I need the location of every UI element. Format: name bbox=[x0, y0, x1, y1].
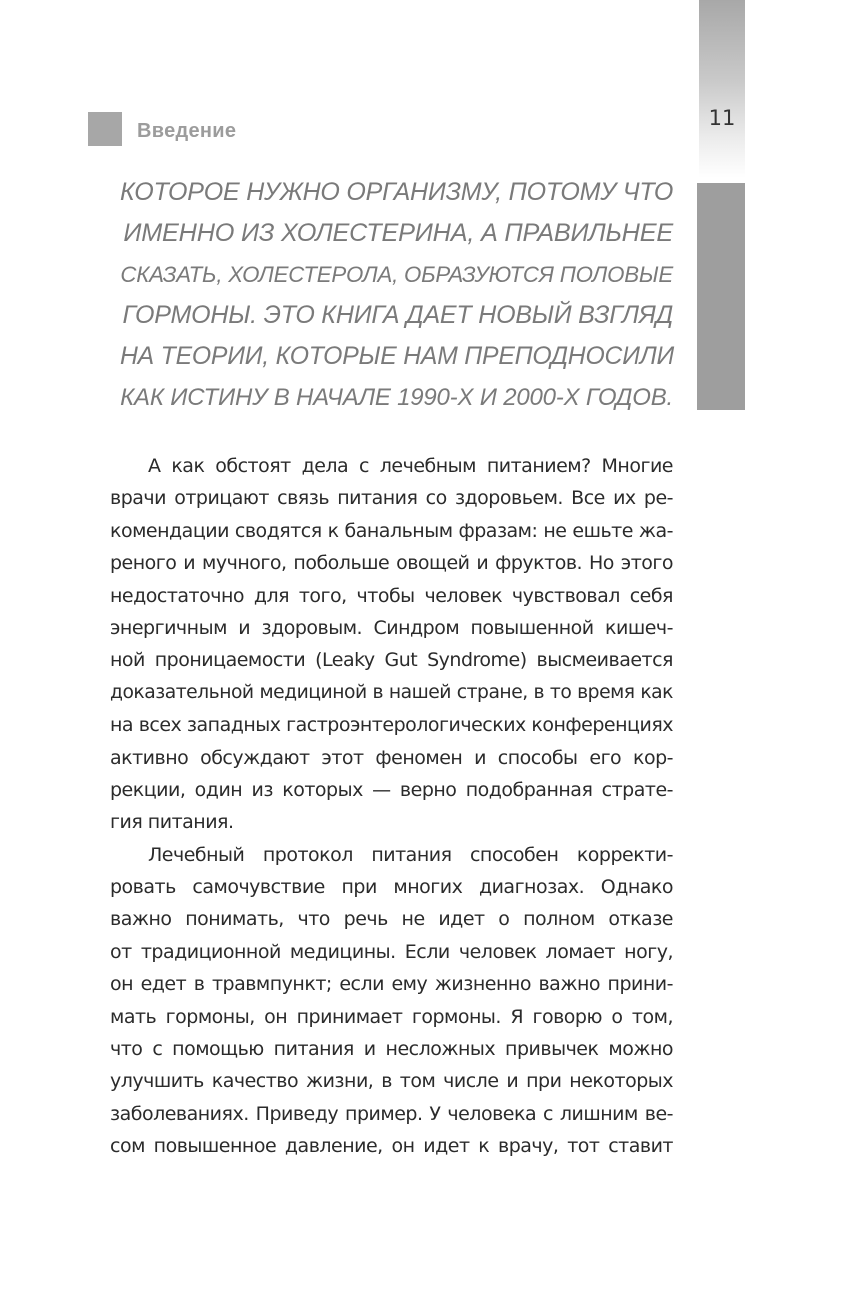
paragraph-2-line: он едет в травмпункт; если ему жизненно важно прини- bbox=[110, 973, 673, 996]
quote-line: ГОРМОНЫ. ЭТО КНИГА ДАЕТ НОВЫЙ ВЗГЛЯД bbox=[122, 301, 673, 329]
paragraph-2-line: сом повышенное давление, он идет к врачу, тот ставит bbox=[110, 1135, 673, 1158]
paragraph-1-line: комендации сводятся к банальным фразам: не ешьте жа- bbox=[110, 519, 673, 542]
paragraph-2-line: от традиционной медицины. Если человек ломает ногу, bbox=[110, 940, 673, 963]
pull-quote bbox=[120, 172, 673, 418]
paragraph-2-line: Лечебный протокол питания способен корректи- bbox=[148, 843, 673, 866]
section-marker-square bbox=[88, 112, 122, 146]
paragraph-1-line: рекции, один из которых — верно подобранная страте- bbox=[110, 778, 673, 801]
body-text bbox=[110, 450, 673, 1163]
quote-line: ИМЕННО ИЗ ХОЛЕСТЕРИНА, А ПРАВИЛЬНЕЕ bbox=[123, 219, 673, 247]
paragraph-2-line: что с помощью питания и несложных привычек можно bbox=[110, 1038, 673, 1061]
quote-line: КОТОРОЕ НУЖНО ОРГАНИЗМУ, ПОТОМУ ЧТО bbox=[120, 178, 674, 206]
paragraph-1-line: гия питания. bbox=[110, 811, 234, 834]
paragraph-2-line: ровать самочувствие при многих диагнозах. Однако bbox=[110, 876, 673, 899]
paragraph-1-line: реного и мучного, побольше овощей и фруктов. Но этого bbox=[110, 552, 673, 575]
section-title: Введение bbox=[137, 120, 237, 142]
page-number: 11 bbox=[708, 106, 736, 130]
quote-line: СКАЗАТЬ, ХОЛЕСТЕРОЛА, ОБРАЗУЮТСЯ ПОЛОВЫЕ bbox=[120, 262, 673, 287]
paragraph-1-line: активно обсуждают этот феномен и способы его кор- bbox=[110, 746, 673, 769]
page-tab-gradient bbox=[699, 0, 745, 178]
paragraph-2-line: важно понимать, что речь не идет о полном отказе bbox=[110, 908, 673, 931]
paragraph-2-line: улучшить качество жизни, в том числе и при некоторых bbox=[110, 1070, 673, 1093]
quote-line: КАК ИСТИНУ В НАЧАЛЕ 1990-Х И 2000-Х ГОДОВ. bbox=[120, 384, 673, 411]
paragraph-1-line: ной проницаемости (Leaky Gut Syndrome) высмеивается bbox=[110, 649, 673, 672]
paragraph-2-line: заболеваниях. Приведу пример. У человека с лишним ве- bbox=[110, 1102, 673, 1125]
paragraph-1-line: энергичным и здоровым. Синдром повышенной кишеч- bbox=[110, 616, 673, 639]
page-tab-bar bbox=[697, 183, 745, 410]
paragraph-1-line: А как обстоят дела с лечебным питанием? Многие bbox=[148, 455, 673, 477]
paragraph-1-line: недостаточно для того, чтобы человек чувствовал себя bbox=[110, 584, 673, 607]
paragraph-1-line: на всех западных гастроэнтерологических конференциях bbox=[110, 714, 673, 737]
paragraph-1-line: доказательной медициной в нашей стране, в то время как bbox=[110, 681, 673, 703]
quote-line: НА ТЕОРИИ, КОТОРЫЕ НАМ ПРЕПОДНОСИЛИ bbox=[120, 343, 674, 370]
paragraph-1-line: врачи отрицают связь питания со здоровьем. Все их ре- bbox=[110, 487, 673, 510]
paragraph-2-line: мать гормоны, он принимает гормоны. Я говорю о том, bbox=[110, 1005, 673, 1028]
